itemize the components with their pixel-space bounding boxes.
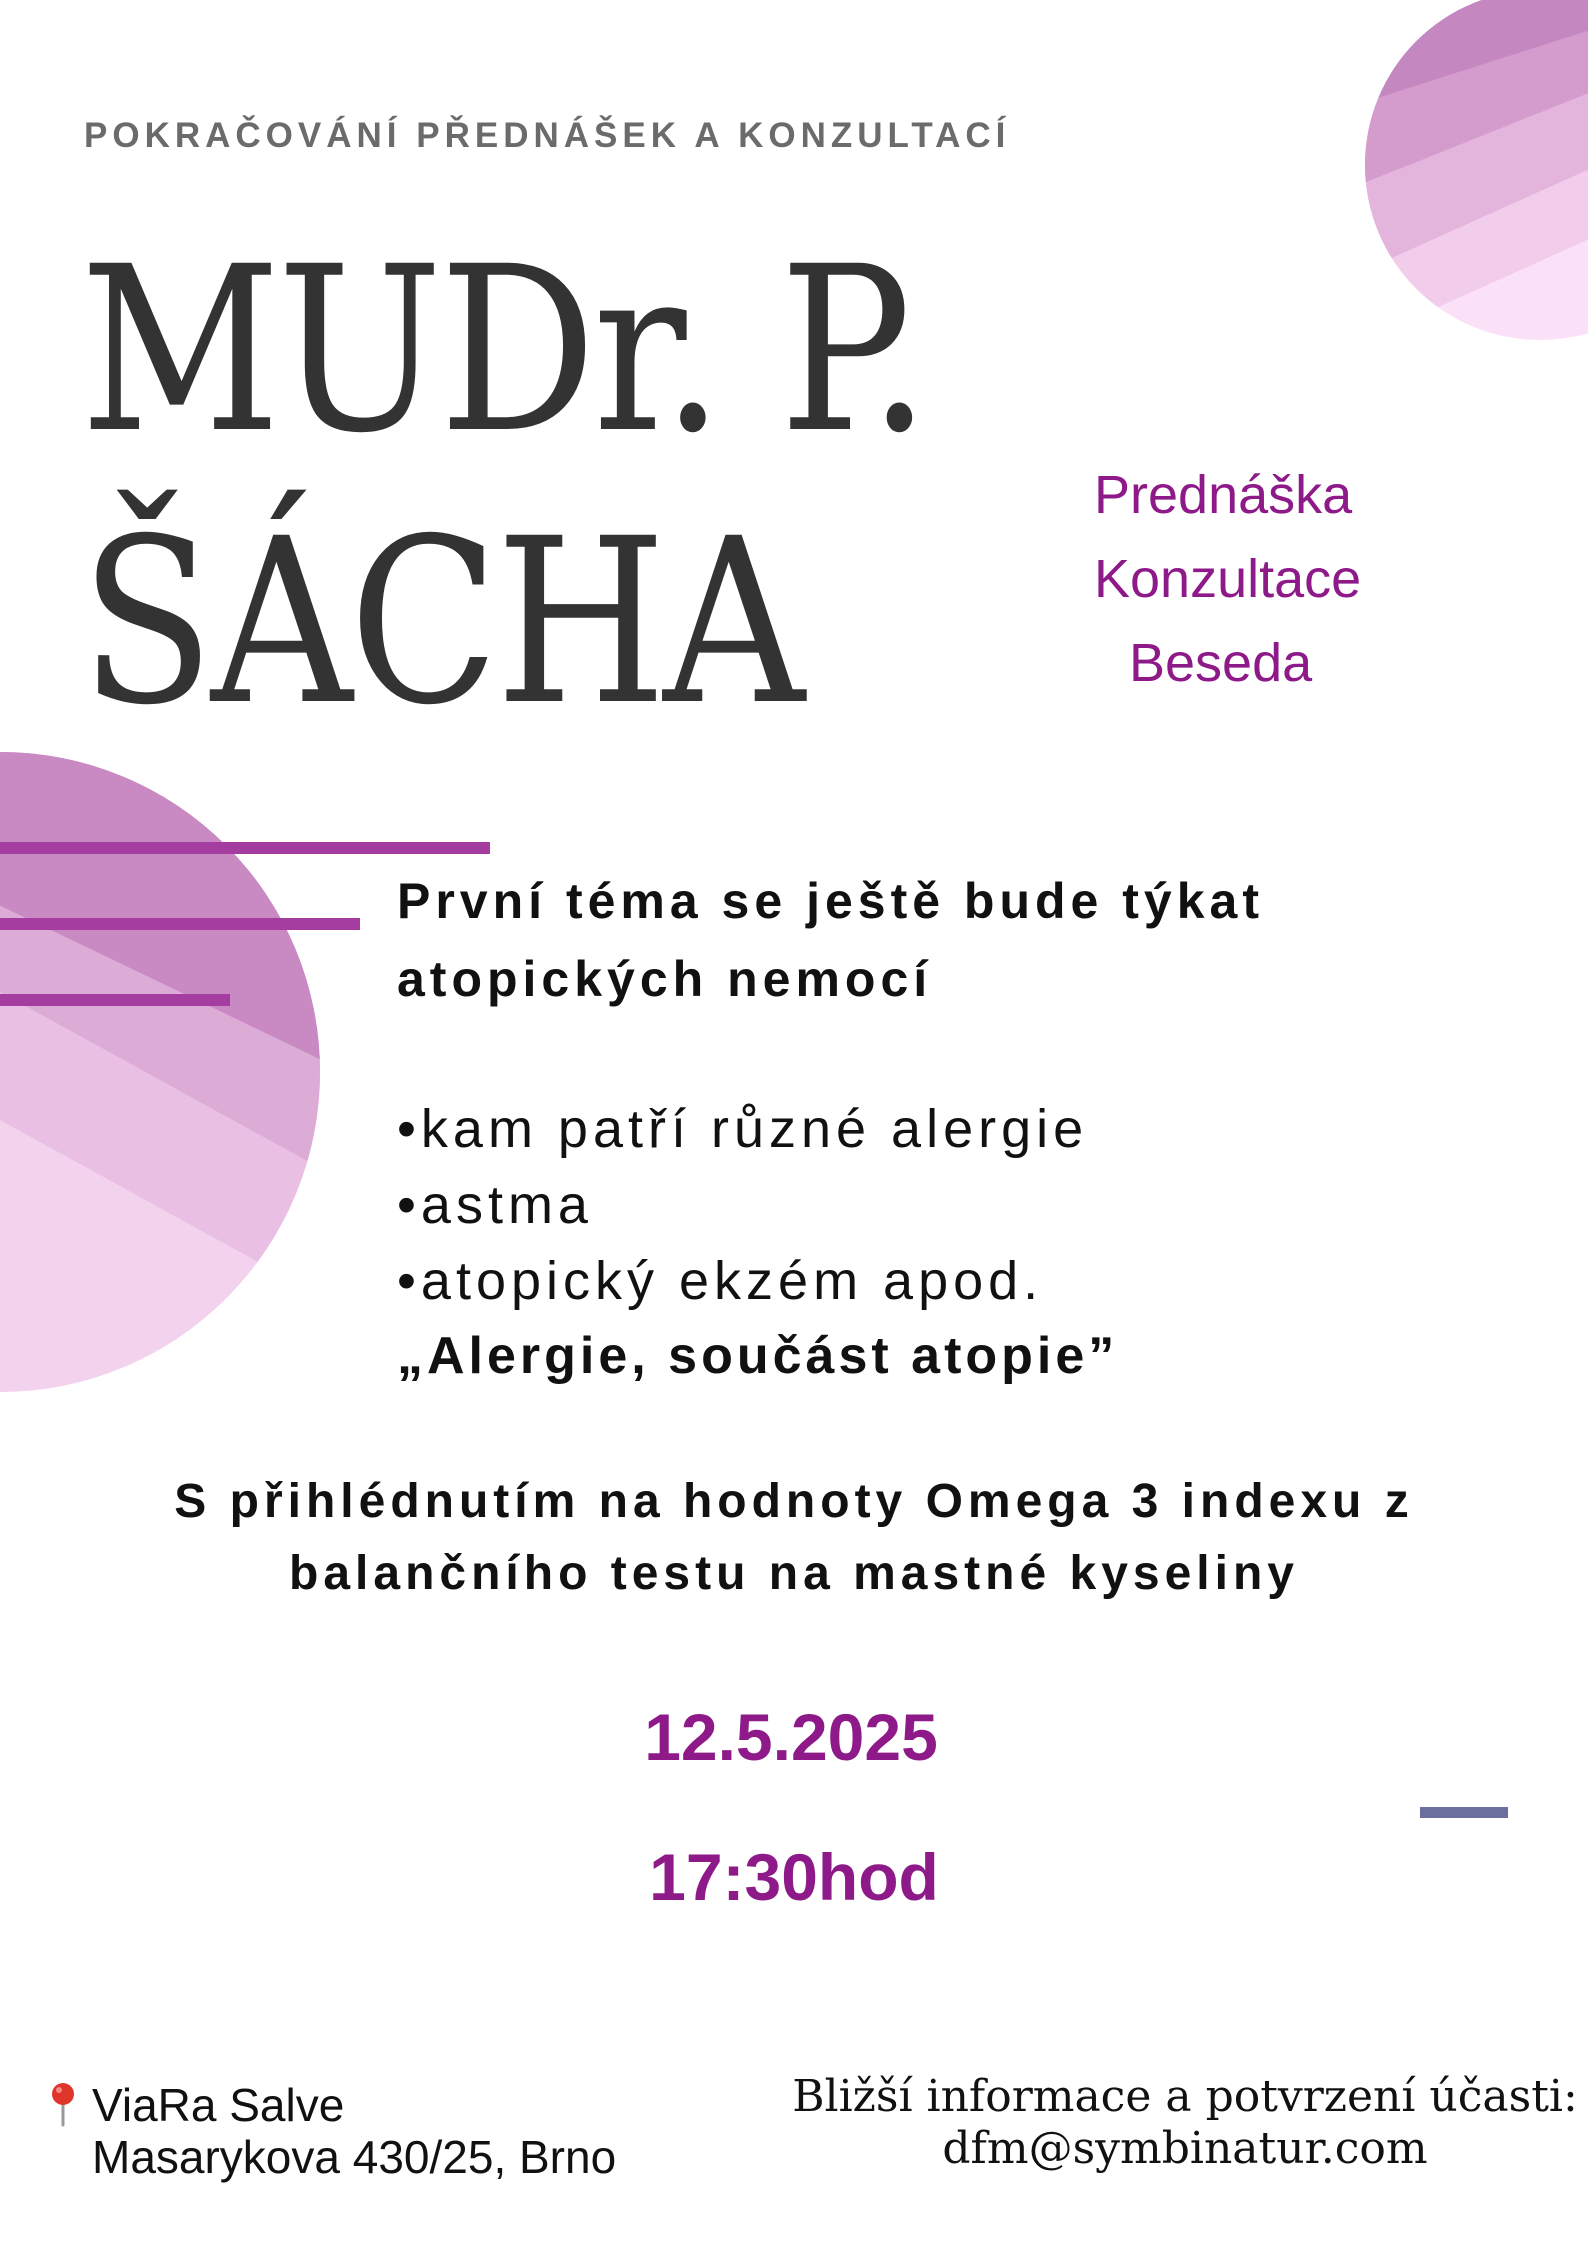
title-line-2: ŠÁCHA xyxy=(80,489,802,755)
kicker-text: POKRAČOVÁNÍ PŘEDNÁŠEK A KONZULTACÍ xyxy=(84,116,1011,155)
decorative-bar-2 xyxy=(0,918,360,930)
decorative-bar-3 xyxy=(0,994,230,1006)
decorative-circle-top-right xyxy=(1365,0,1588,340)
omega-line-1: S přihlédnutím na hodnoty Omega 3 indexu z xyxy=(174,1475,1414,1528)
contact-email: dfm@symbinatur.com xyxy=(942,2123,1428,2174)
topic-quote: „Alergie, součást atopie” xyxy=(397,1327,1119,1385)
decorative-dash xyxy=(1420,1807,1508,1818)
topic-line-1: První téma se ještě bude týkat xyxy=(397,873,1264,929)
tag-discussion: Beseda xyxy=(1129,633,1313,693)
bullet-item: •kam patří různé alergie xyxy=(397,1099,1089,1159)
decorative-bar-1 xyxy=(0,842,490,854)
venue-name: ViaRa Salve xyxy=(92,2079,345,2131)
map-pin-icon xyxy=(46,2081,80,2127)
venue-address: Masarykova 430/25, Brno xyxy=(92,2131,617,2183)
bullet-item: •atopický ekzém apod. xyxy=(397,1251,1044,1311)
contact-label: Bližší informace a potvrzení účasti: xyxy=(792,2071,1578,2122)
bullet-item: •astma xyxy=(397,1175,593,1235)
event-time: 17:30hod xyxy=(649,1840,939,1914)
omega-line-2: balančního testu na mastné kyseliny xyxy=(289,1547,1299,1600)
topic-line-2: atopických nemocí xyxy=(397,951,933,1007)
tag-lecture: Prednáška xyxy=(1094,465,1353,525)
tag-consultation: Konzultace xyxy=(1094,549,1362,609)
event-date: 12.5.2025 xyxy=(644,1700,938,1774)
title-line-1: MUDr. P. xyxy=(80,217,928,483)
